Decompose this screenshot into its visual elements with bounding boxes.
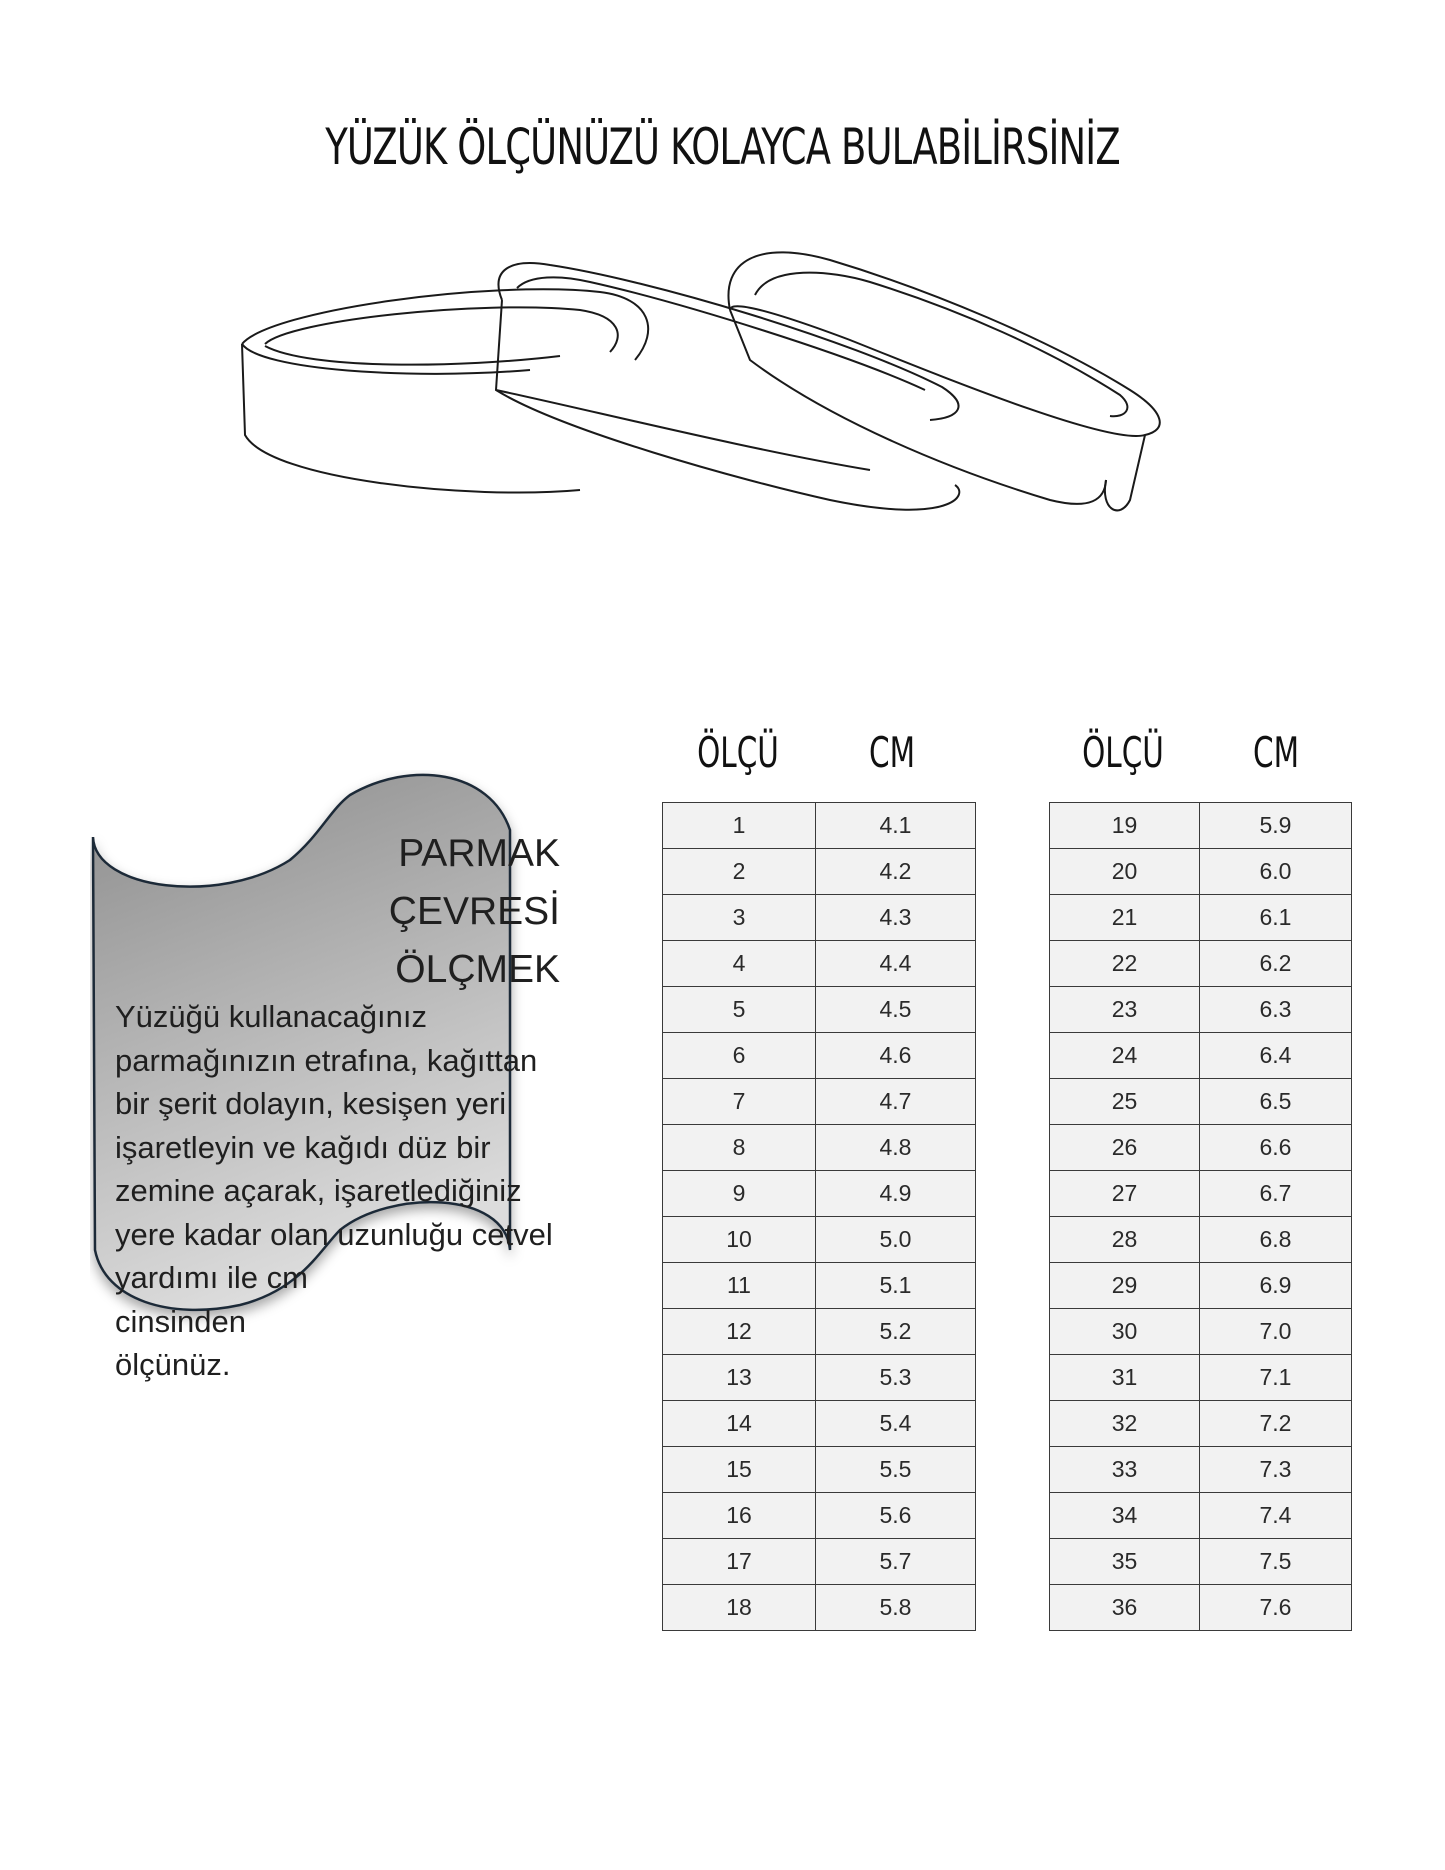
size-cell: 28 bbox=[1050, 1217, 1200, 1263]
table-row bbox=[663, 1079, 976, 1125]
table-row bbox=[1050, 1401, 1352, 1447]
table-row bbox=[1050, 1585, 1352, 1631]
size-cell: 18 bbox=[663, 1585, 816, 1631]
table-row bbox=[1050, 1125, 1352, 1171]
cm-cell: 5.5 bbox=[816, 1447, 976, 1493]
size-cell: 26 bbox=[1050, 1125, 1200, 1171]
cm-cell: 6.0 bbox=[1200, 849, 1352, 895]
table-row bbox=[663, 941, 976, 987]
table-row bbox=[1050, 1217, 1352, 1263]
cm-cell: 7.4 bbox=[1200, 1493, 1352, 1539]
cm-cell: 5.7 bbox=[816, 1539, 976, 1585]
size-cell: 5 bbox=[663, 987, 816, 1033]
cm-cell: 4.3 bbox=[816, 895, 976, 941]
table-row bbox=[663, 895, 976, 941]
callout-body-line: ölçünüz. bbox=[115, 1347, 231, 1382]
table-row bbox=[1050, 941, 1352, 987]
table-row bbox=[1050, 1263, 1352, 1309]
table-row bbox=[1050, 1079, 1352, 1125]
table-row bbox=[663, 1447, 976, 1493]
size-cell: 32 bbox=[1050, 1401, 1200, 1447]
cm-cell: 6.7 bbox=[1200, 1171, 1352, 1217]
cm-cell: 4.8 bbox=[816, 1125, 976, 1171]
size-cell: 22 bbox=[1050, 941, 1200, 987]
cm-column-header: CM bbox=[1252, 728, 1300, 777]
size-cell: 24 bbox=[1050, 1033, 1200, 1079]
cm-cell: 4.5 bbox=[816, 987, 976, 1033]
table-row bbox=[663, 1539, 976, 1585]
cm-cell: 7.5 bbox=[1200, 1539, 1352, 1585]
cm-cell: 5.6 bbox=[816, 1493, 976, 1539]
size-cell: 36 bbox=[1050, 1585, 1200, 1631]
table-row bbox=[1050, 1171, 1352, 1217]
size-cell: 4 bbox=[663, 941, 816, 987]
cm-cell: 5.1 bbox=[816, 1263, 976, 1309]
table-row bbox=[1050, 987, 1352, 1033]
size-table-right bbox=[1049, 802, 1352, 1631]
finger-measure-callout bbox=[90, 770, 590, 1470]
table-row bbox=[663, 987, 976, 1033]
cm-cell: 5.0 bbox=[816, 1217, 976, 1263]
size-cell: 35 bbox=[1050, 1539, 1200, 1585]
size-cell: 34 bbox=[1050, 1493, 1200, 1539]
table-row bbox=[1050, 803, 1352, 849]
table-row bbox=[1050, 1493, 1352, 1539]
size-cell: 29 bbox=[1050, 1263, 1200, 1309]
table-row bbox=[1050, 1309, 1352, 1355]
cm-cell: 6.8 bbox=[1200, 1217, 1352, 1263]
size-cell: 21 bbox=[1050, 895, 1200, 941]
table-row bbox=[663, 1401, 976, 1447]
callout-body-line: yardımı ile cm bbox=[115, 1260, 308, 1295]
callout-body-line: parmağınızın etrafına, kağıttan bbox=[115, 1042, 538, 1078]
size-cell: 25 bbox=[1050, 1079, 1200, 1125]
size-cell: 31 bbox=[1050, 1355, 1200, 1401]
size-cell: 2 bbox=[663, 849, 816, 895]
table-row bbox=[663, 1493, 976, 1539]
size-cell: 27 bbox=[1050, 1171, 1200, 1217]
cm-cell: 7.3 bbox=[1200, 1447, 1352, 1493]
table-row bbox=[1050, 849, 1352, 895]
size-cell: 8 bbox=[663, 1125, 816, 1171]
callout-body-line: Yüzüğü kullanacağınız bbox=[115, 999, 427, 1034]
size-cell: 13 bbox=[663, 1355, 816, 1401]
cm-cell: 5.3 bbox=[816, 1355, 976, 1401]
table-row bbox=[663, 1033, 976, 1079]
cm-cell: 6.1 bbox=[1200, 895, 1352, 941]
table-row bbox=[1050, 1447, 1352, 1493]
size-cell: 14 bbox=[663, 1401, 816, 1447]
cm-cell: 6.6 bbox=[1200, 1125, 1352, 1171]
table-row bbox=[1050, 1355, 1352, 1401]
table-row bbox=[663, 1585, 976, 1631]
size-cell: 15 bbox=[663, 1447, 816, 1493]
cm-cell: 7.2 bbox=[1200, 1401, 1352, 1447]
size-cell: 3 bbox=[663, 895, 816, 941]
callout-body-line: cinsinden bbox=[115, 1303, 246, 1339]
callout-heading-line: ÖLÇMEK bbox=[395, 948, 560, 991]
cm-cell: 5.4 bbox=[816, 1401, 976, 1447]
size-cell: 33 bbox=[1050, 1447, 1200, 1493]
size-cell: 20 bbox=[1050, 849, 1200, 895]
table-row bbox=[663, 849, 976, 895]
callout-body-line: bir şerit dolayın, kesişen yeri bbox=[115, 1086, 507, 1121]
callout-heading-line: PARMAK bbox=[398, 832, 560, 875]
cm-cell: 7.6 bbox=[1200, 1585, 1352, 1631]
size-table-left bbox=[662, 802, 976, 1631]
cm-cell: 5.9 bbox=[1200, 803, 1352, 849]
size-cell: 11 bbox=[663, 1263, 816, 1309]
table-row bbox=[1050, 1033, 1352, 1079]
cm-cell: 6.5 bbox=[1200, 1079, 1352, 1125]
rings-icon bbox=[230, 240, 1240, 560]
cm-cell: 5.2 bbox=[816, 1309, 976, 1355]
size-cell: 17 bbox=[663, 1539, 816, 1585]
size-cell: 6 bbox=[663, 1033, 816, 1079]
table-row bbox=[663, 1263, 976, 1309]
size-cell: 23 bbox=[1050, 987, 1200, 1033]
cm-cell: 5.8 bbox=[816, 1585, 976, 1631]
callout-body-line: yere kadar olan uzunluğu cetvel bbox=[115, 1216, 553, 1252]
size-cell: 7 bbox=[663, 1079, 816, 1125]
cm-cell: 4.7 bbox=[816, 1079, 976, 1125]
table-row bbox=[663, 1309, 976, 1355]
cm-cell: 6.9 bbox=[1200, 1263, 1352, 1309]
cm-cell: 6.3 bbox=[1200, 987, 1352, 1033]
callout-instructions bbox=[115, 995, 585, 1387]
cm-cell: 4.6 bbox=[816, 1033, 976, 1079]
cm-cell: 6.2 bbox=[1200, 941, 1352, 987]
cm-cell: 4.9 bbox=[816, 1171, 976, 1217]
size-cell: 1 bbox=[663, 803, 816, 849]
size-cell: 19 bbox=[1050, 803, 1200, 849]
table-row bbox=[1050, 895, 1352, 941]
cm-column-header: CM bbox=[868, 728, 916, 777]
cm-cell: 4.2 bbox=[816, 849, 976, 895]
cm-cell: 4.4 bbox=[816, 941, 976, 987]
size-cell: 16 bbox=[663, 1493, 816, 1539]
table-row bbox=[663, 1217, 976, 1263]
cm-cell: 4.1 bbox=[816, 803, 976, 849]
cm-cell: 6.4 bbox=[1200, 1033, 1352, 1079]
size-cell: 10 bbox=[663, 1217, 816, 1263]
size-cell: 9 bbox=[663, 1171, 816, 1217]
cm-cell: 7.0 bbox=[1200, 1309, 1352, 1355]
table-row bbox=[663, 1171, 976, 1217]
table-row bbox=[663, 1355, 976, 1401]
size-cell: 30 bbox=[1050, 1309, 1200, 1355]
page-title: YÜZÜK ÖLÇÜNÜZÜ KOLAYCA BULABİLİRSİNİZ bbox=[325, 118, 1120, 176]
cm-cell: 7.1 bbox=[1200, 1355, 1352, 1401]
size-column-header: ÖLÇÜ bbox=[697, 728, 779, 777]
table-row bbox=[663, 1125, 976, 1171]
callout-heading-line: ÇEVRESİ bbox=[388, 890, 560, 933]
size-column-header: ÖLÇÜ bbox=[1082, 728, 1164, 777]
callout-body-line: zemine açarak, işaretlediğiniz bbox=[115, 1173, 522, 1208]
table-row bbox=[1050, 1539, 1352, 1585]
size-cell: 12 bbox=[663, 1309, 816, 1355]
table-row bbox=[663, 803, 976, 849]
callout-body-line: işaretleyin ve kağıdı düz bir bbox=[115, 1129, 491, 1165]
